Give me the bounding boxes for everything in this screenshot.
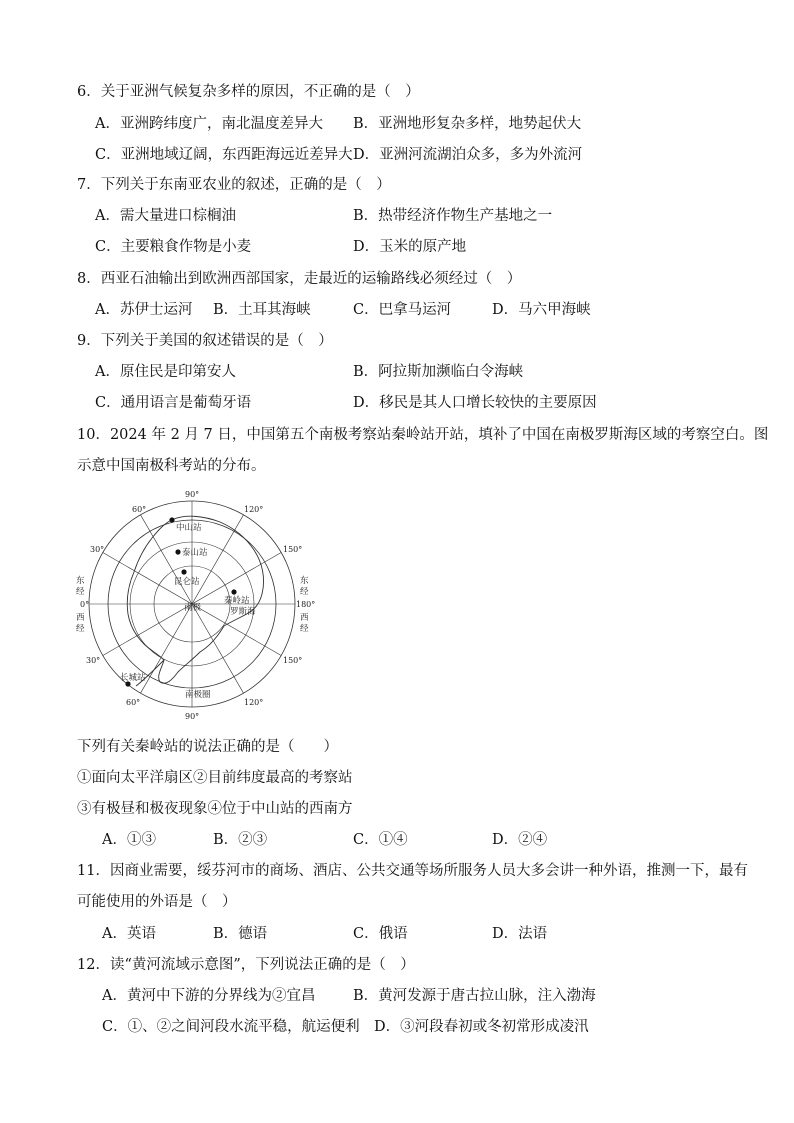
svg-text:150°: 150° bbox=[283, 656, 303, 665]
svg-text:西: 西 bbox=[300, 613, 309, 623]
q11-stem-line1: 11．因商业需要，绥芬河市的商场、酒店、公共交通等场所服务人员大多会讲一种外语，推测一下，最有 bbox=[77, 863, 748, 879]
q10-option-a[interactable]: A．①③ bbox=[102, 832, 156, 848]
svg-text:西: 西 bbox=[76, 613, 85, 623]
q9-option-b[interactable]: B．阿拉斯加濒临白令海峡 bbox=[353, 364, 524, 380]
q7-option-d[interactable]: D．玉米的原产地 bbox=[353, 239, 467, 255]
svg-text:150°: 150° bbox=[283, 545, 303, 554]
q11-stem-line2: 可能使用的外语是（ ） bbox=[77, 894, 237, 910]
q10-statements-1: ①面向太平洋扇区②目前纬度最高的考察站 bbox=[77, 770, 353, 786]
q8-stem: 8．西亚石油输出到欧洲西部国家，走最近的运输路线必须经过（ ） bbox=[77, 271, 522, 287]
q7-option-c[interactable]: C．主要粮食作物是小麦 bbox=[95, 239, 252, 255]
svg-text:90°: 90° bbox=[185, 712, 200, 721]
q10-option-c[interactable]: C．①④ bbox=[353, 832, 408, 848]
q12-stem: 12．读“黄河流域示意图”，下列说法正确的是（ ） bbox=[77, 957, 415, 973]
svg-text:60°: 60° bbox=[132, 505, 147, 514]
svg-text:经: 经 bbox=[76, 624, 85, 634]
q9-stem: 9．下列关于美国的叙述错误的是（ ） bbox=[77, 333, 333, 349]
zhongshan-station-marker bbox=[169, 517, 174, 522]
q11-option-c[interactable]: C．俄语 bbox=[353, 926, 408, 942]
q12-option-a[interactable]: A．黄河中下游的分界线为②宜昌 bbox=[102, 988, 316, 1004]
south-pole-label: 南极 bbox=[184, 603, 202, 613]
kunlun-station-marker bbox=[181, 569, 186, 574]
q9-option-a[interactable]: A．原住民是印第安人 bbox=[95, 364, 236, 380]
q6-option-a[interactable]: A．亚洲跨纬度广，南北温度差异大 bbox=[95, 116, 323, 132]
taishan-station-marker bbox=[175, 549, 180, 554]
q10-stem-line2: 示意中国南极科考站的分布。 bbox=[77, 458, 266, 474]
antarctica-stations-map bbox=[74, 486, 326, 722]
zhongshan-station-label: 中山站 bbox=[176, 523, 202, 533]
great-wall-station-label: 长城站 bbox=[120, 673, 146, 683]
antarctic-circle-label: 南极圈 bbox=[185, 690, 211, 700]
svg-text:180°: 180° bbox=[296, 600, 316, 609]
q7-option-b[interactable]: B．热带经济作物生产基地之一 bbox=[353, 208, 553, 224]
q7-option-a[interactable]: A．需大量进口棕榈油 bbox=[95, 208, 236, 224]
qinling-station-label: 秦岭站 bbox=[224, 596, 250, 606]
svg-text:经: 经 bbox=[300, 624, 309, 634]
svg-text:30°: 30° bbox=[90, 545, 105, 554]
q9-option-c[interactable]: C．通用语言是葡萄牙语 bbox=[95, 395, 252, 411]
q8-option-d[interactable]: D．马六甲海峡 bbox=[492, 302, 591, 318]
q12-option-d[interactable]: D．③河段春初或冬初常形成凌汛 bbox=[374, 1019, 589, 1035]
q10-question: 下列有关秦岭站的说法正确的是（ ） bbox=[77, 739, 338, 755]
q11-option-a[interactable]: A．英语 bbox=[102, 926, 156, 942]
svg-text:东: 东 bbox=[300, 576, 309, 586]
q8-option-b[interactable]: B．土耳其海峡 bbox=[213, 302, 311, 318]
q9-option-d[interactable]: D．移民是其人口增长较快的主要原因 bbox=[353, 395, 597, 411]
taishan-station-label: 泰山站 bbox=[182, 548, 208, 558]
qinling-station-marker bbox=[231, 589, 236, 594]
svg-text:120°: 120° bbox=[244, 505, 264, 514]
svg-text:90°: 90° bbox=[185, 490, 200, 499]
q11-option-d[interactable]: D．法语 bbox=[492, 926, 548, 942]
svg-text:0°: 0° bbox=[80, 600, 90, 609]
kunlun-station-label: 昆仑站 bbox=[174, 577, 200, 587]
svg-text:60°: 60° bbox=[126, 698, 141, 707]
q6-option-d[interactable]: D．亚洲河流湖泊众多，多为外流河 bbox=[353, 147, 583, 163]
q8-option-c[interactable]: C．巴拿马运河 bbox=[353, 302, 452, 318]
q7-stem: 7．下列关于东南亚农业的叙述，正确的是（ ） bbox=[77, 177, 391, 193]
q10-statements-2: ③有极昼和极夜现象④位于中山站的西南方 bbox=[77, 801, 353, 817]
ross-sea-label: 罗斯海 bbox=[230, 607, 256, 617]
q12-option-c[interactable]: C．①、②之间河段水流平稳，航运便利 bbox=[102, 1019, 360, 1035]
svg-text:经: 经 bbox=[300, 587, 309, 597]
svg-text:120°: 120° bbox=[244, 698, 264, 707]
svg-text:经: 经 bbox=[76, 587, 85, 597]
q12-option-b[interactable]: B．黄河发源于唐古拉山脉，注入渤海 bbox=[353, 988, 596, 1004]
svg-text:东: 东 bbox=[76, 576, 85, 586]
q10-stem-line1: 10．2024 年 2 月 7 日，中国第五个南极考察站秦岭站开站，填补了中国在南极罗斯海区域的考察空白。图 bbox=[77, 427, 769, 443]
q6-option-c[interactable]: C．亚洲地域辽阔，东西距海远近差异大 bbox=[95, 147, 353, 163]
q6-option-b[interactable]: B．亚洲地形复杂多样，地势起伏大 bbox=[353, 116, 582, 132]
q10-option-b[interactable]: B．②③ bbox=[213, 832, 268, 848]
q10-option-d[interactable]: D．②④ bbox=[492, 832, 548, 848]
svg-text:30°: 30° bbox=[86, 656, 101, 665]
q8-option-a[interactable]: A．苏伊士运河 bbox=[95, 302, 193, 318]
q11-option-b[interactable]: B．德语 bbox=[213, 926, 268, 942]
q6-stem: 6．关于亚洲气候复杂多样的原因，不正确的是（ ） bbox=[77, 84, 420, 100]
